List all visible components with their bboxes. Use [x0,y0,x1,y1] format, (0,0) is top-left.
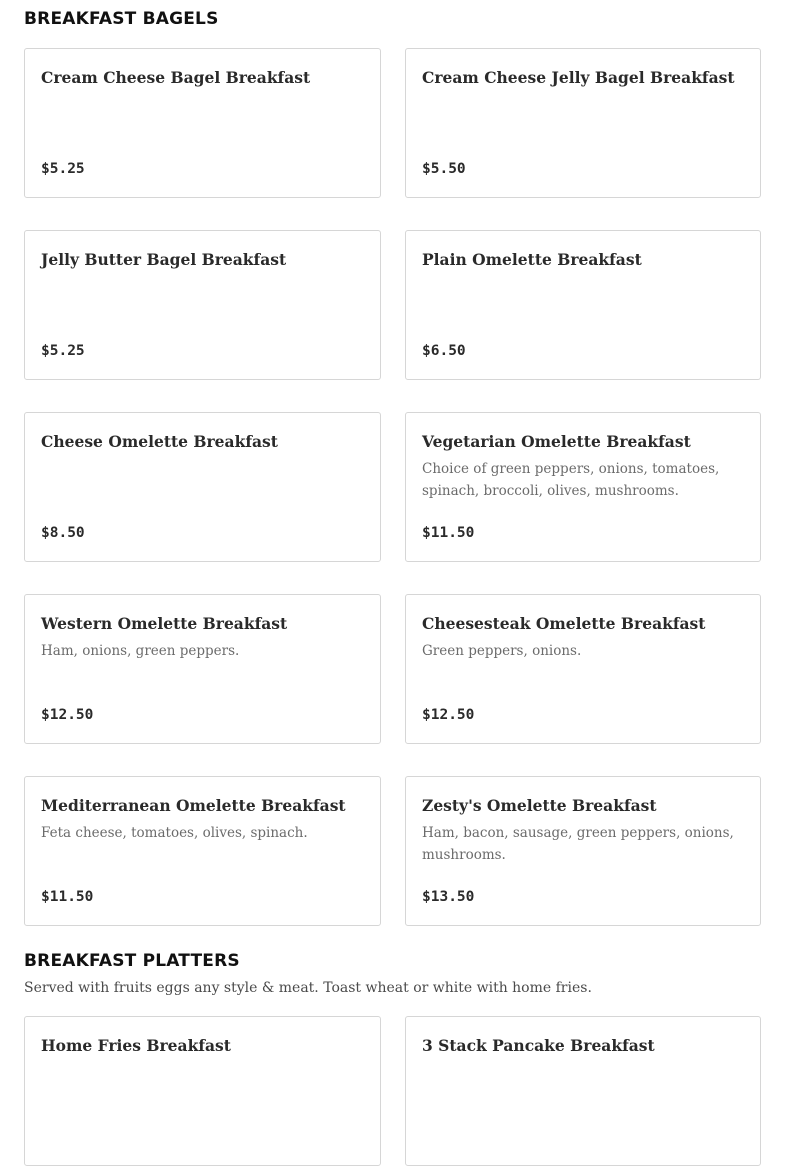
menu-item-price: $13.50 [422,889,475,905]
menu-item-price: $5.25 [41,343,85,359]
menu-item-price: $6.50 [422,343,466,359]
menu-item-price: $12.50 [422,707,475,723]
menu-item-name: Jelly Butter Bagel Breakfast [41,250,287,269]
menu-item-price: $8.50 [41,525,85,541]
menu-item-name: Mediterranean Omelette Breakfast [41,796,346,815]
menu-item-description: Choice of green peppers, onions, tomatoes, spinach, broccoli, olives, mushrooms. [422,461,720,499]
menu-item-description: Green peppers, onions. [422,643,582,659]
menu-item-card[interactable] [405,48,761,198]
menu-item-card[interactable] [24,776,381,926]
menu-item-price: $5.25 [41,161,85,177]
menu-item-name: Cream Cheese Jelly Bagel Breakfast [422,68,735,87]
menu-item-description: Feta cheese, tomatoes, olives, spinach. [41,825,308,841]
menu-item-description: Ham, bacon, sausage, green peppers, onions, mushrooms. [422,825,734,863]
menu-item-card[interactable] [405,776,761,926]
menu-item-card[interactable] [24,412,381,562]
menu-item-name: Vegetarian Omelette Breakfast [422,432,691,451]
menu-item-card[interactable] [405,230,761,380]
menu-item-price: $11.50 [422,525,475,541]
menu-item-name: Zesty's Omelette Breakfast [422,796,657,815]
menu-item-card[interactable] [24,230,381,380]
menu-item-price: $12.50 [41,707,94,723]
menu-item-card[interactable] [405,412,761,562]
menu-grid-breakfast-platters [24,1016,761,1166]
menu-item-name: 3 Stack Pancake Breakfast [422,1036,655,1055]
section-description: Served with fruits eggs any style & meat. Toast wheat or white with home fries. [24,980,592,996]
menu-item-description: Ham, onions, green peppers. [41,643,240,659]
menu-item-name: Cream Cheese Bagel Breakfast [41,68,311,87]
menu-item-name: Home Fries Breakfast [41,1036,231,1055]
menu-item-card[interactable] [24,1016,381,1166]
menu-item-price: $11.50 [41,889,94,905]
menu-item-card[interactable] [24,48,381,198]
section-title-breakfast-bagels: BREAKFAST BAGELS [24,9,219,29]
menu-item-price: $5.50 [422,161,466,177]
menu-item-name: Cheese Omelette Breakfast [41,432,278,451]
section-title-breakfast-platters: BREAKFAST PLATTERS [24,951,240,971]
menu-item-name: Plain Omelette Breakfast [422,250,642,269]
menu-item-name: Western Omelette Breakfast [41,614,288,633]
menu-item-card[interactable] [405,594,761,744]
menu-item-name: Cheesesteak Omelette Breakfast [422,614,706,633]
menu-item-card[interactable] [24,594,381,744]
menu-grid-breakfast-bagels [24,48,761,926]
menu-item-card[interactable] [405,1016,761,1166]
